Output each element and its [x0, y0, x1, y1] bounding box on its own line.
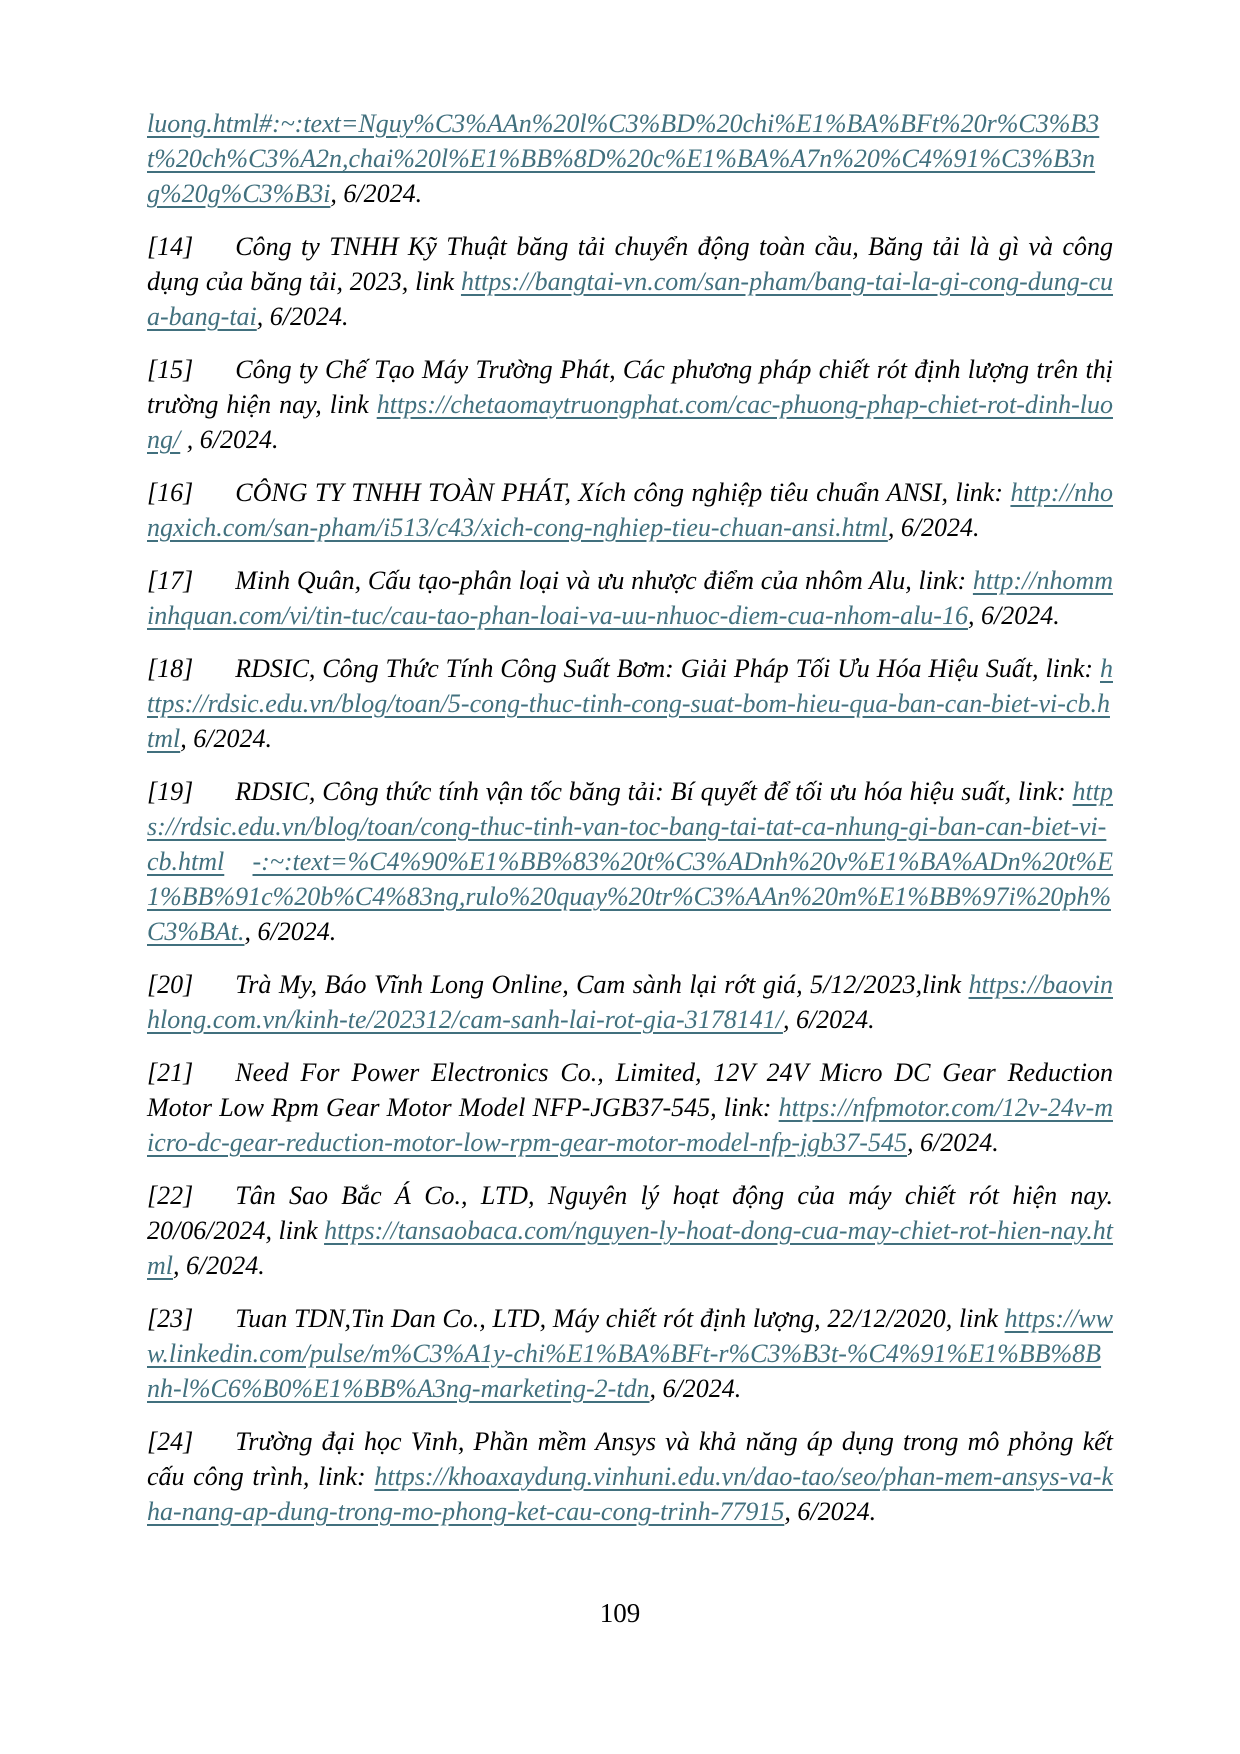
reference-text: , 6/2024.	[256, 302, 349, 331]
reference-link[interactable]: https://tansaobaca.com/nguyen-ly-hoat-dong-cua-may-chiet-rot-hien-nay.html	[147, 1216, 1113, 1280]
reference-text: , 6/2024.	[906, 1128, 999, 1157]
reference-text	[224, 847, 252, 876]
reference-item	[147, 651, 1113, 756]
reference-number: [15]	[147, 355, 194, 384]
reference-item	[147, 967, 1113, 1037]
reference-text: Minh Quân, Cấu tạo-phân loại và ưu nhược điểm của nhôm Alu, link:	[235, 566, 973, 595]
reference-number: [20]	[147, 970, 194, 999]
reference-text: Công ty Chế Tạo Máy Trường Phát, Các phương pháp chiết rót định lượng trên thị trường hiện nay, link	[147, 355, 1113, 419]
reference-text: , 6/2024.	[967, 601, 1060, 630]
reference-number: [14]	[147, 232, 194, 261]
reference-item	[147, 1424, 1113, 1529]
reference-number: [16]	[147, 478, 194, 507]
reference-item	[147, 1055, 1113, 1160]
reference-text: Công ty TNHH Kỹ Thuật băng tải chuyển động toàn cầu, Băng tải là gì và công dụng của băng tải, 2023, link	[147, 232, 1113, 296]
reference-item	[147, 229, 1113, 334]
reference-item	[147, 1301, 1113, 1406]
reference-item	[147, 106, 1113, 211]
reference-text: RDSIC, Công thức tính vận tốc băng tải: Bí quyết để tối ưu hóa hiệu suất, link:	[235, 777, 1073, 806]
reference-number: [24]	[147, 1427, 194, 1456]
reference-item	[147, 1178, 1113, 1283]
reference-link[interactable]: https://rdsic.edu.vn/blog/toan/cong-thuc-tinh-van-toc-bang-tai-tat-ca-nhung-gi-ban-can-biet-vi-cb.html	[147, 777, 1113, 876]
reference-number: [17]	[147, 566, 194, 595]
reference-text: CÔNG TY TNHH TOÀN PHÁT, Xích công nghiệp tiêu chuẩn ANSI, link:	[235, 478, 1011, 507]
reference-item	[147, 563, 1113, 633]
reference-number: [21]	[147, 1058, 194, 1087]
reference-link[interactable]: -:~:text=%C4%90%E1%BB%83%20t%C3%ADnh%20v%E1%BA%ADn%20t%E1%BB%91c%20b%C4%83ng,rulo%20quay%20tr%C3%AAn%20m%E1%BB%97i%20ph%C3%BAt.	[147, 847, 1113, 946]
reference-text: , 6/2024.	[173, 1251, 265, 1280]
page-footer	[0, 1598, 1240, 1629]
reference-number: [18]	[147, 654, 194, 683]
reference-text: , 6/2024.	[784, 1497, 877, 1526]
reference-text: RDSIC, Công Thức Tính Công Suất Bơm: Giải Pháp Tối Ưu Hóa Hiệu Suất, link:	[235, 654, 1100, 683]
reference-link[interactable]: https://chetaomaytruongphat.com/cac-phuong-phap-chiet-rot-dinh-luong/	[147, 390, 1113, 454]
reference-item	[147, 475, 1113, 545]
reference-link[interactable]: https://baovinhlong.com.vn/kinh-te/202312/cam-sanh-lai-rot-gia-3178141/	[147, 970, 1113, 1034]
reference-link[interactable]: https://bangtai-vn.com/san-pham/bang-tai-la-gi-cong-dung-cua-bang-tai	[147, 267, 1113, 331]
reference-text: , 6/2024.	[330, 179, 423, 208]
reference-text: Need For Power Electronics Co., Limited, 12V 24V Micro DC Gear Reduction Motor Low Rpm Gear Motor Model NFP-JGB37-545, link:	[147, 1058, 1113, 1122]
reference-text: , 6/2024.	[244, 917, 337, 946]
reference-number: [19]	[147, 777, 194, 806]
reference-text: Tuan TDN,Tin Dan Co., LTD, Máy chiết rót định lượng, 22/12/2020, link	[235, 1304, 1005, 1333]
reference-text: , 6/2024.	[649, 1374, 742, 1403]
reference-link[interactable]: luong.html#:~:text=Nguy%C3%AAn%20l%C3%BD%20chi%E1%BA%BFt%20r%C3%B3t%20ch%C3%A2n,chai%20l%E1%BB%8D%20c%E1%BA%A7n%20%C4%91%C3%B3ng%20g%C3%B3i	[147, 109, 1100, 208]
reference-text: , 6/2024.	[180, 425, 279, 454]
reference-text: , 6/2024.	[782, 1005, 875, 1034]
reference-link[interactable]: https://rdsic.edu.vn/blog/toan/5-cong-thuc-tinh-cong-suat-bom-hieu-qua-ban-can-biet-vi-cb.html	[147, 654, 1113, 753]
reference-link[interactable]: http://nhongxich.com/san-pham/i513/c43/xich-cong-nghiep-tieu-chuan-ansi.html	[147, 478, 1113, 542]
reference-link[interactable]: http://nhomminhquan.com/vi/tin-tuc/cau-tao-phan-loai-va-uu-nhuoc-diem-cua-nhom-alu-16	[147, 566, 1113, 630]
reference-text: Tân Sao Bắc Á Co., LTD, Nguyên lý hoạt động của máy chiết rót hiện nay. 20/06/2024, link	[147, 1181, 1113, 1245]
reference-number: [22]	[147, 1181, 194, 1210]
references-list	[147, 106, 1113, 1547]
reference-text: , 6/2024.	[180, 724, 272, 753]
reference-item	[147, 774, 1113, 949]
reference-text: , 6/2024.	[887, 513, 980, 542]
reference-text: Trường đại học Vinh, Phần mềm Ansys và khả năng áp dụng trong mô phỏng kết cấu công trình, link:	[147, 1427, 1113, 1491]
reference-link[interactable]: https://nfpmotor.com/12v-24v-micro-dc-gear-reduction-motor-low-rpm-gear-motor-model-nfp-jgb37-545	[147, 1093, 1113, 1157]
reference-link[interactable]: https://www.linkedin.com/pulse/m%C3%A1y-chi%E1%BA%BFt-r%C3%B3t-%C4%91%E1%BB%8Bnh-l%C6%B0%E1%BB%A3ng-marketing-2-tdn	[147, 1304, 1113, 1403]
page-number: 109	[599, 1598, 641, 1628]
reference-number: [23]	[147, 1304, 194, 1333]
reference-text: Trà My, Báo Vĩnh Long Online, Cam sành lại rớt giá, 5/12/2023,link	[235, 970, 969, 999]
reference-link[interactable]: https://khoaxaydung.vinhuni.edu.vn/dao-tao/seo/phan-mem-ansys-va-kha-nang-ap-dung-trong-mo-phong-ket-cau-cong-trinh-77915	[147, 1462, 1113, 1526]
reference-item	[147, 352, 1113, 457]
